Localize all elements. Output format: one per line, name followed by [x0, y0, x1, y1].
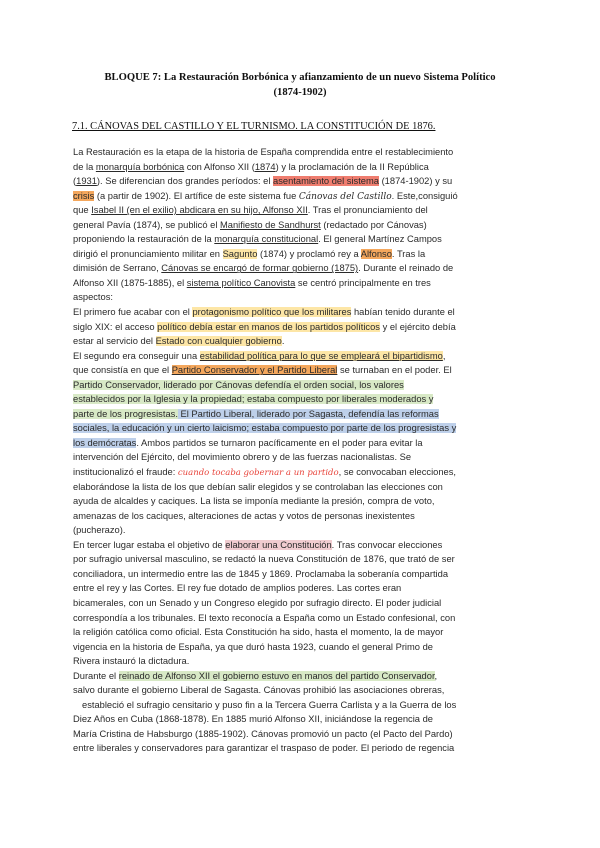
- highlight: Estado con cualquier gobierno: [155, 336, 282, 347]
- body-line: (pucherazo).: [73, 525, 126, 536]
- highlight: elaborar una Constitución: [225, 539, 332, 550]
- highlight: protagonismo político que los militares: [192, 307, 352, 318]
- highlight: Partido Conservador, liderado por Cánovas defendía el orden social, los valores: [73, 379, 404, 390]
- highlight: Alfonso: [360, 248, 392, 259]
- body-line: dimisión de Serrano, Cánovas se encargó de formar gobierno (1875). Durante el reinado de: [73, 263, 454, 274]
- highlight: El Partido Liberal, liderado por Sagasta, defendía las reformas: [177, 408, 439, 419]
- body-line: estar al servicio del Estado con cualquier gobierno.: [73, 336, 285, 347]
- highlight: parte de los progresistas.: [73, 408, 178, 419]
- body-line: crisis (a partir de 1902). El artífice de este sistema fue Cánovas del Castillo. Este,consiguió: [73, 190, 458, 202]
- body-line: entre el rey y las Cortes. El rey fue dotado de amplios poderes. Las cortes eran: [73, 583, 402, 594]
- highlight: político debía estar en manos de los partidos políticos: [157, 321, 380, 332]
- body-line: que Isabel II (en el exilio) abdicara en su hijo, Alfonso XII. Tras el pronunciamiento del: [73, 205, 428, 216]
- body-line: Durante el reinado de Alfonso XII el gobierno estuvo en manos del partido Conservador,: [73, 670, 438, 681]
- body-line: [73, 407, 535, 422]
- body-line: bicamerales, con un Senado y un Congreso elegido por sufragio directo. El poder judicial: [73, 597, 442, 608]
- highlight: asentamiento del sistema: [273, 176, 379, 187]
- body-line: vigencia en la historia de España, ya que duró hasta 1923, cuando el general Primo de: [73, 641, 433, 652]
- highlight: estabilidad política para lo que se empleará el bipartidismo: [199, 350, 443, 361]
- body-line: general Pavía (1874), se publicó el Manifiesto de Sandhurst (redactado por Cánovas): [73, 219, 427, 230]
- highlight: reinado de Alfonso XII el gobierno estuvo en manos del partido Conservador: [118, 670, 435, 681]
- body-line: [73, 378, 535, 393]
- body-line: Diez Años en Cuba (1868-1878). En 1885 murió Alfonso XII, iniciándose la regencia de: [73, 714, 433, 725]
- body-line: intervención del Ejército, del movimiento obrero y de las fuerzas nacionalistas. Se: [73, 452, 412, 463]
- title-line-2: (1874-1902): [273, 86, 327, 98]
- body-line: de la monarquía borbónica con Alfonso XII (1874) y la proclamación de la II República: [73, 161, 429, 172]
- body-line: El segundo era conseguir una estabilidad política para lo que se empleará el bipartidismo,: [73, 350, 446, 361]
- body-line: que consistía en que el Partido Conservador y el Partido Liberal se turnaban en el poder. El: [73, 365, 452, 376]
- highlight: Partido Conservador y el Partido Liberal: [171, 365, 338, 376]
- body-line: entre liberales y conservadores para garantizar el traspaso de poder. El periodo de regencia: [73, 743, 455, 754]
- body-line: la religión católica como oficial. Esta Constitución ha sido, hasta el momento, la de mayor: [73, 627, 444, 638]
- body-line: Rivera instauró la dictadura.: [73, 656, 190, 667]
- body-line: por sufragio universal masculino, se redactó la nueva Constitución de 1876, que trató de ser: [73, 554, 455, 565]
- section-heading: 7.1. CÁNOVAS DEL CASTILLO Y EL TURNISMO. LA CONSTITUCIÓN DE 1876.: [72, 121, 436, 132]
- body-line: [73, 392, 535, 407]
- body-line: María Cristina de Habsburgo (1885-1902). Cánovas promovió un pacto (el Pacto del Pardo): [73, 728, 453, 739]
- highlight: Sagunto: [222, 248, 258, 259]
- body-line: El primero fue acabar con el protagonismo político que los militares habían tenido durante el: [73, 307, 455, 318]
- document-body: [73, 145, 535, 756]
- body-line: los demócratas. Ambos partidos se turnaron pacíficamente en el poder para evitar la: [73, 437, 423, 448]
- highlight: los demócratas: [73, 437, 137, 448]
- highlight: sociales, la educación y un cierto laicismo; estaba compuesto por parte de los progresistas y: [73, 423, 457, 434]
- highlight: establecidos por la Iglesia y la propiedad; estaba compuesto por liberales moderados y: [73, 394, 434, 405]
- body-line: [73, 421, 535, 436]
- body-line: siglo XIX: el acceso político debía estar en manos de los partidos políticos y el ejército debía: [73, 321, 456, 332]
- body-line: dirigió el pronunciamiento militar en Sagunto (1874) y proclamó rey a Alfonso. Tras la: [73, 248, 426, 259]
- highlight: crisis: [73, 190, 95, 201]
- body-line: conciliadora, un intermedio entre las de 1845 y 1869. Proclamaba la soberanía compartida: [73, 568, 449, 579]
- body-line: proponiendo la restauración de la monarquía constitucional. El general Martínez Campos: [73, 234, 442, 245]
- body-line: salvo durante el gobierno Liberal de Sagasta. Cánovas prohibió las asociaciones obreras,: [73, 685, 445, 696]
- body-line: La Restauración es la etapa de la historia de España comprendida entre el restablecimiento: [73, 147, 454, 157]
- body-line: En tercer lugar estaba el objetivo de elaborar una Constitución. Tras convocar elecciones: [73, 539, 443, 550]
- title-line-1: BLOQUE 7: La Restauración Borbónica y afianzamiento de un nuevo Sistema Político: [104, 72, 496, 83]
- body-line: correspondía a los tribunales. El texto reconocía a España como un Estado confesional, con: [73, 612, 456, 623]
- body-line: amenazas de los caciques, alteraciones de actas y votos de personas inexistentes: [73, 510, 415, 521]
- body-line: (1931). Se diferencian dos grandes períodos: el asentamiento del sistema (1874-1902) y su: [73, 176, 453, 187]
- body-line: institucionalizó el fraude: cuando tocaba gobernar a un partido, se convocaban elecciones,: [73, 467, 457, 479]
- document-title: [70, 71, 530, 100]
- body-line: aspectos:: [73, 292, 113, 303]
- body-line: ayuda de alcaldes y caciques. La lista se imponía mediante la presión, compra de voto,: [73, 496, 435, 507]
- body-line: Alfonso XII (1875-1885), el sistema político Canovista se centró principalmente en tres: [73, 277, 431, 288]
- body-line: estableció el sufragio censitario y puso fin a la Tercera Guerra Carlista y a la Guerra de los: [82, 699, 457, 710]
- body-line: elaborándose la lista de los que debían salir elegidos y se controlaban las elecciones con: [73, 481, 443, 492]
- handwritten-note: cuando tocaba gobernar a un partido: [177, 468, 339, 479]
